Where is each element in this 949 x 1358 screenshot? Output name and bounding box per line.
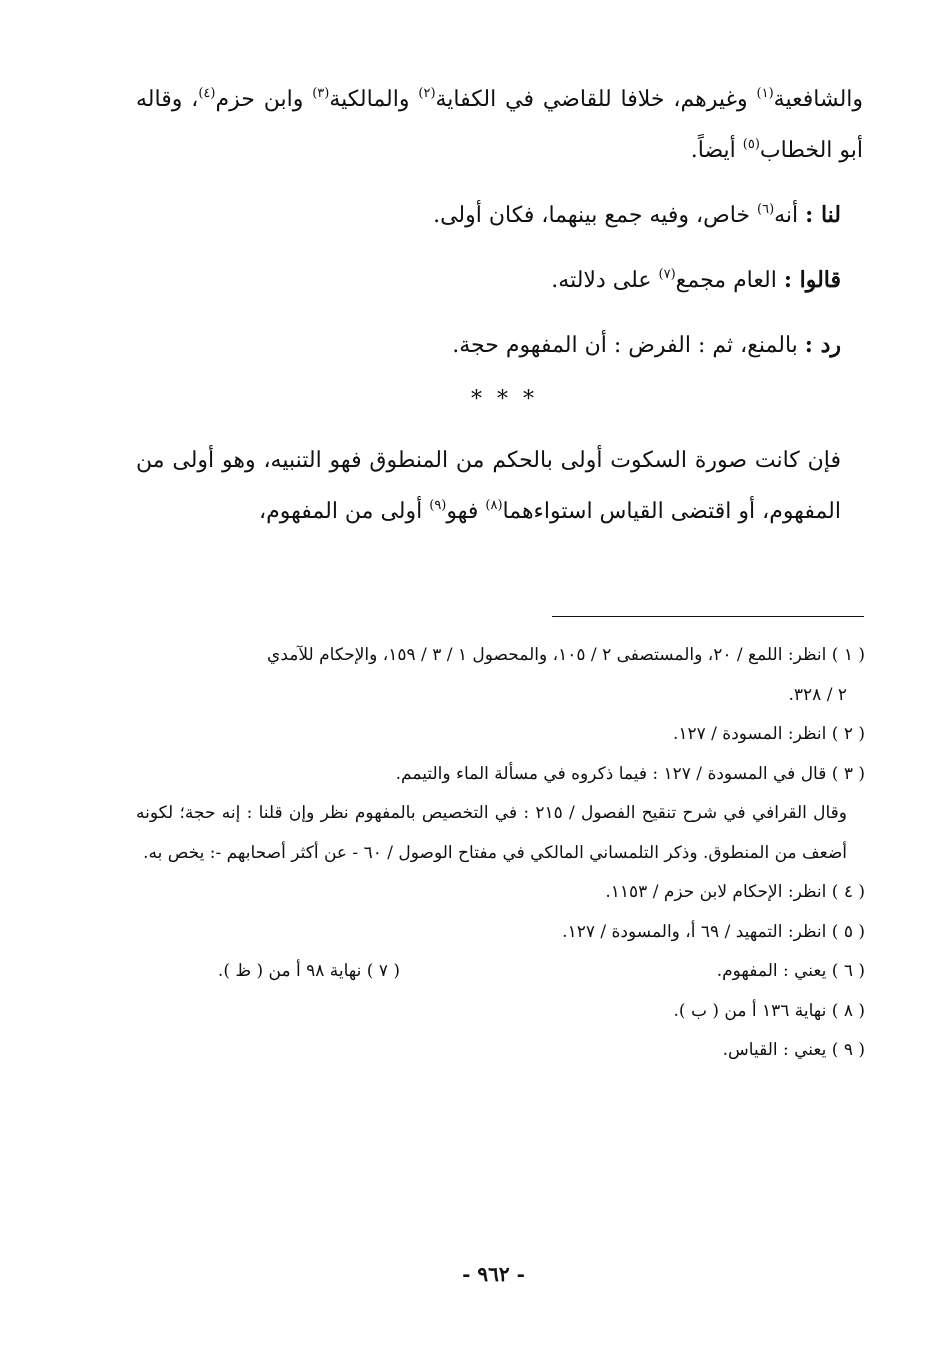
qalu-text: العام مجمع$^{(٧)}$ على دلالته. bbox=[551, 267, 784, 293]
footnote-marker: (٨) bbox=[485, 498, 503, 513]
rad-text: بالمنع، ثم : الفرض : أن المفهوم حجة. bbox=[452, 333, 805, 358]
paragraph-lana bbox=[136, 190, 863, 241]
footnote-4: ( ٤ ) انظر: الإحكام لابن حزم / ١١٥٣. bbox=[605, 882, 865, 902]
footnote-divider bbox=[552, 616, 864, 617]
footnote-8: ( ٨ ) نهاية ١٣٦ أ من ( ب ). bbox=[673, 1000, 865, 1021]
footnote-5: ( ٥ ) انظر: التمهيد / ٦٩ أ، والمسودة / ١٢٧. bbox=[562, 921, 865, 942]
footnotes bbox=[136, 636, 865, 1071]
term-lana: لنا : bbox=[805, 202, 841, 228]
footnote-7: ( ٧ ) نهاية ٩٨ أ من ( ظ ). bbox=[217, 961, 400, 981]
term-qalu: قالوا : bbox=[783, 267, 841, 293]
footnote-marker: (٦) bbox=[757, 202, 775, 217]
footnote-marker: (٧) bbox=[658, 267, 676, 282]
footnote-marker: (٤) bbox=[198, 86, 216, 101]
paragraph-1: والشافعية$^{(١)}$ وغيرهم، خلافا للقاضي في الكفاية$^{(٢)}$ والمالكية$^{(٣)}$ وابن حزم$^{(٤)}$، وقاله أبو الخطاب$^{(٥)}$ أيضاً. bbox=[136, 86, 864, 163]
footnote-3-continued: وقال القرافي في شرح تنقيح الفصول / ٢١٥ : في التخصيص بالمفهوم نظر وإن قلنا : إنه حجة؛ لكونه أضعف من المنطوق. وذكر التلمساني المالكي في مفتاح الوصول / ٦٠ - عن أكثر أصحابهم -: يخص به. bbox=[136, 803, 847, 863]
page-number: - ٩٦٢ - bbox=[462, 1262, 525, 1286]
footnote-marker: (٥) bbox=[742, 137, 760, 152]
paragraph-rad bbox=[136, 320, 863, 371]
footnote-marker: (١) bbox=[756, 86, 774, 101]
footnote-1-continued: ٢ / ٣٢٨. bbox=[788, 684, 847, 705]
section-separator: * * * bbox=[471, 387, 538, 412]
paragraph-2: فإن كانت صورة السكوت أولى بالحكم من المنطوق فهو التنبيه، وهو أولى من المفهوم، أو اقتضى القياس استواءهما$^{(٨)}$ فهو$^{(٩)}$ أولى من المفهوم، bbox=[136, 448, 841, 524]
term-rad: رد : bbox=[804, 332, 841, 358]
footnote-3: ( ٣ ) قال في المسودة / ١٢٧ : فيما ذكروه في مسألة الماء والتيمم. bbox=[395, 763, 865, 784]
footnote-6: ( ٦ ) يعني : المفهوم. bbox=[716, 961, 865, 981]
lana-text: أنه$^{(٦)}$ خاص، وفيه جمع بينهما، فكان أولى. bbox=[433, 202, 806, 228]
footnote-marker: (٣) bbox=[312, 86, 330, 101]
main-text bbox=[136, 74, 863, 537]
footnote-marker: (٢) bbox=[418, 86, 436, 101]
footnote-1: ( ١ ) انظر: اللمع / ٢٠، والمستصفى ٢ / ١٠٥، والمحصول ١ / ٣ / ١٥٩، والإحكام للآمدي bbox=[267, 645, 865, 665]
footnote-marker: (٩) bbox=[429, 498, 447, 513]
footnote-2: ( ٢ ) انظر: المسودة / ١٢٧. bbox=[672, 724, 865, 744]
footnote-row-6-7 bbox=[136, 952, 865, 992]
paragraph-qalu bbox=[136, 255, 863, 306]
footnote-9: ( ٩ ) يعني : القياس. bbox=[722, 1040, 865, 1060]
